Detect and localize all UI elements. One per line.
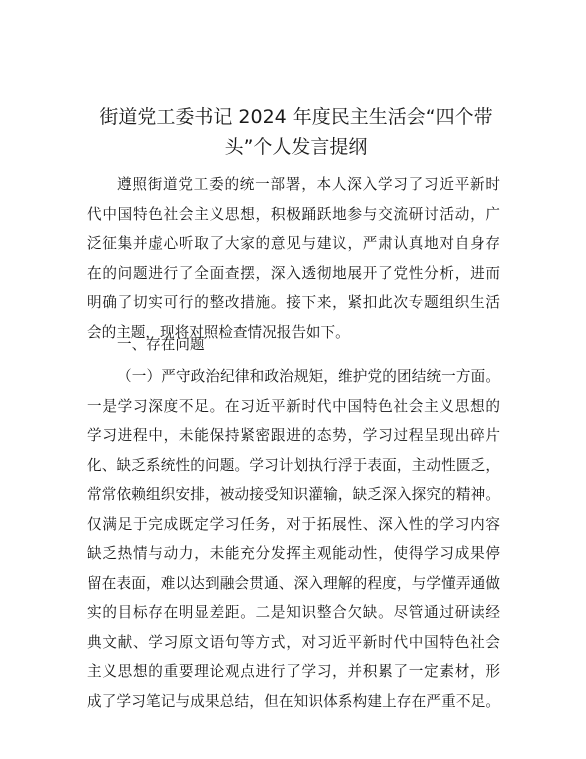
section-heading-text: 一、存在问题 [117,336,205,353]
section-line-9: 实的目标存在明显差距。二是知识整合欠缺。尽管通过研读经 [87,604,500,621]
intro-paragraph [87,170,500,347]
document-title [96,104,496,163]
intro-line-3: 泛征集并虚心听取了大家的意见与建议，严肃认真地对自身存 [87,235,500,252]
section-line-7: 缺乏热情与动力，未能充分发挥主观能动性，使得学习成果停 [87,545,500,562]
section-line-4: 化、缺乏系统性的问题。学习计划执行浮于表面，主动性匮乏， [87,456,500,474]
section-line-6: 仅满足于完成既定学习任务，对于拓展性、深入性的学习内容 [87,515,500,533]
section-line-3: 学习进程中，未能保持紧密跟进的态势，学习过程呈现出碎片 [87,427,500,444]
intro-line-1: 遵照街道党工委的统一部署，本人深入学习了习近平新时 [117,176,500,193]
section-line-10: 典文献、学习原文语句等方式，对习近平新时代中国特色社会 [87,633,500,651]
title-line-1: 街道党工委书记 2024 年度民主生活会“四个带 [99,106,493,128]
section-line-5: 常常依赖组织安排，被动接受知识灌输，缺乏深入探究的精神。 [87,486,500,503]
title-line-2: 头”个人发言提纲 [224,135,368,158]
section-line-8: 留在表面，难以达到融会贯通、深入理解的程度，与学懂弄通做 [87,574,500,592]
intro-line-6: 会的主题，现将对照检查情况报告如下。 [87,323,350,341]
intro-line-5: 明确了切实可行的整改措施。接下来，紧扣此次专题组织生活 [87,294,500,311]
section-line-2: 一是学习深度不足。在习近平新时代中国特色社会主义思想的 [87,397,500,415]
section-line-12: 成了学习笔记与成果总结，但在知识体系构建上存在严重不足。 [87,692,500,710]
section-paragraph [87,362,500,716]
section-line-11: 主义思想的重要理论观点进行了学习，并积累了一定素材，形 [87,663,500,680]
intro-line-4: 在的问题进行了全面查摆，深入透彻地展开了党性分析，进而 [87,264,500,282]
section-line-1: （一）严守政治纪律和政治规矩，维护党的团结统一方面。 [117,368,500,385]
section-heading [87,330,500,360]
intro-line-2: 代中国特色社会主义思想，积极踊跃地参与交流研讨活动，广 [87,205,500,223]
